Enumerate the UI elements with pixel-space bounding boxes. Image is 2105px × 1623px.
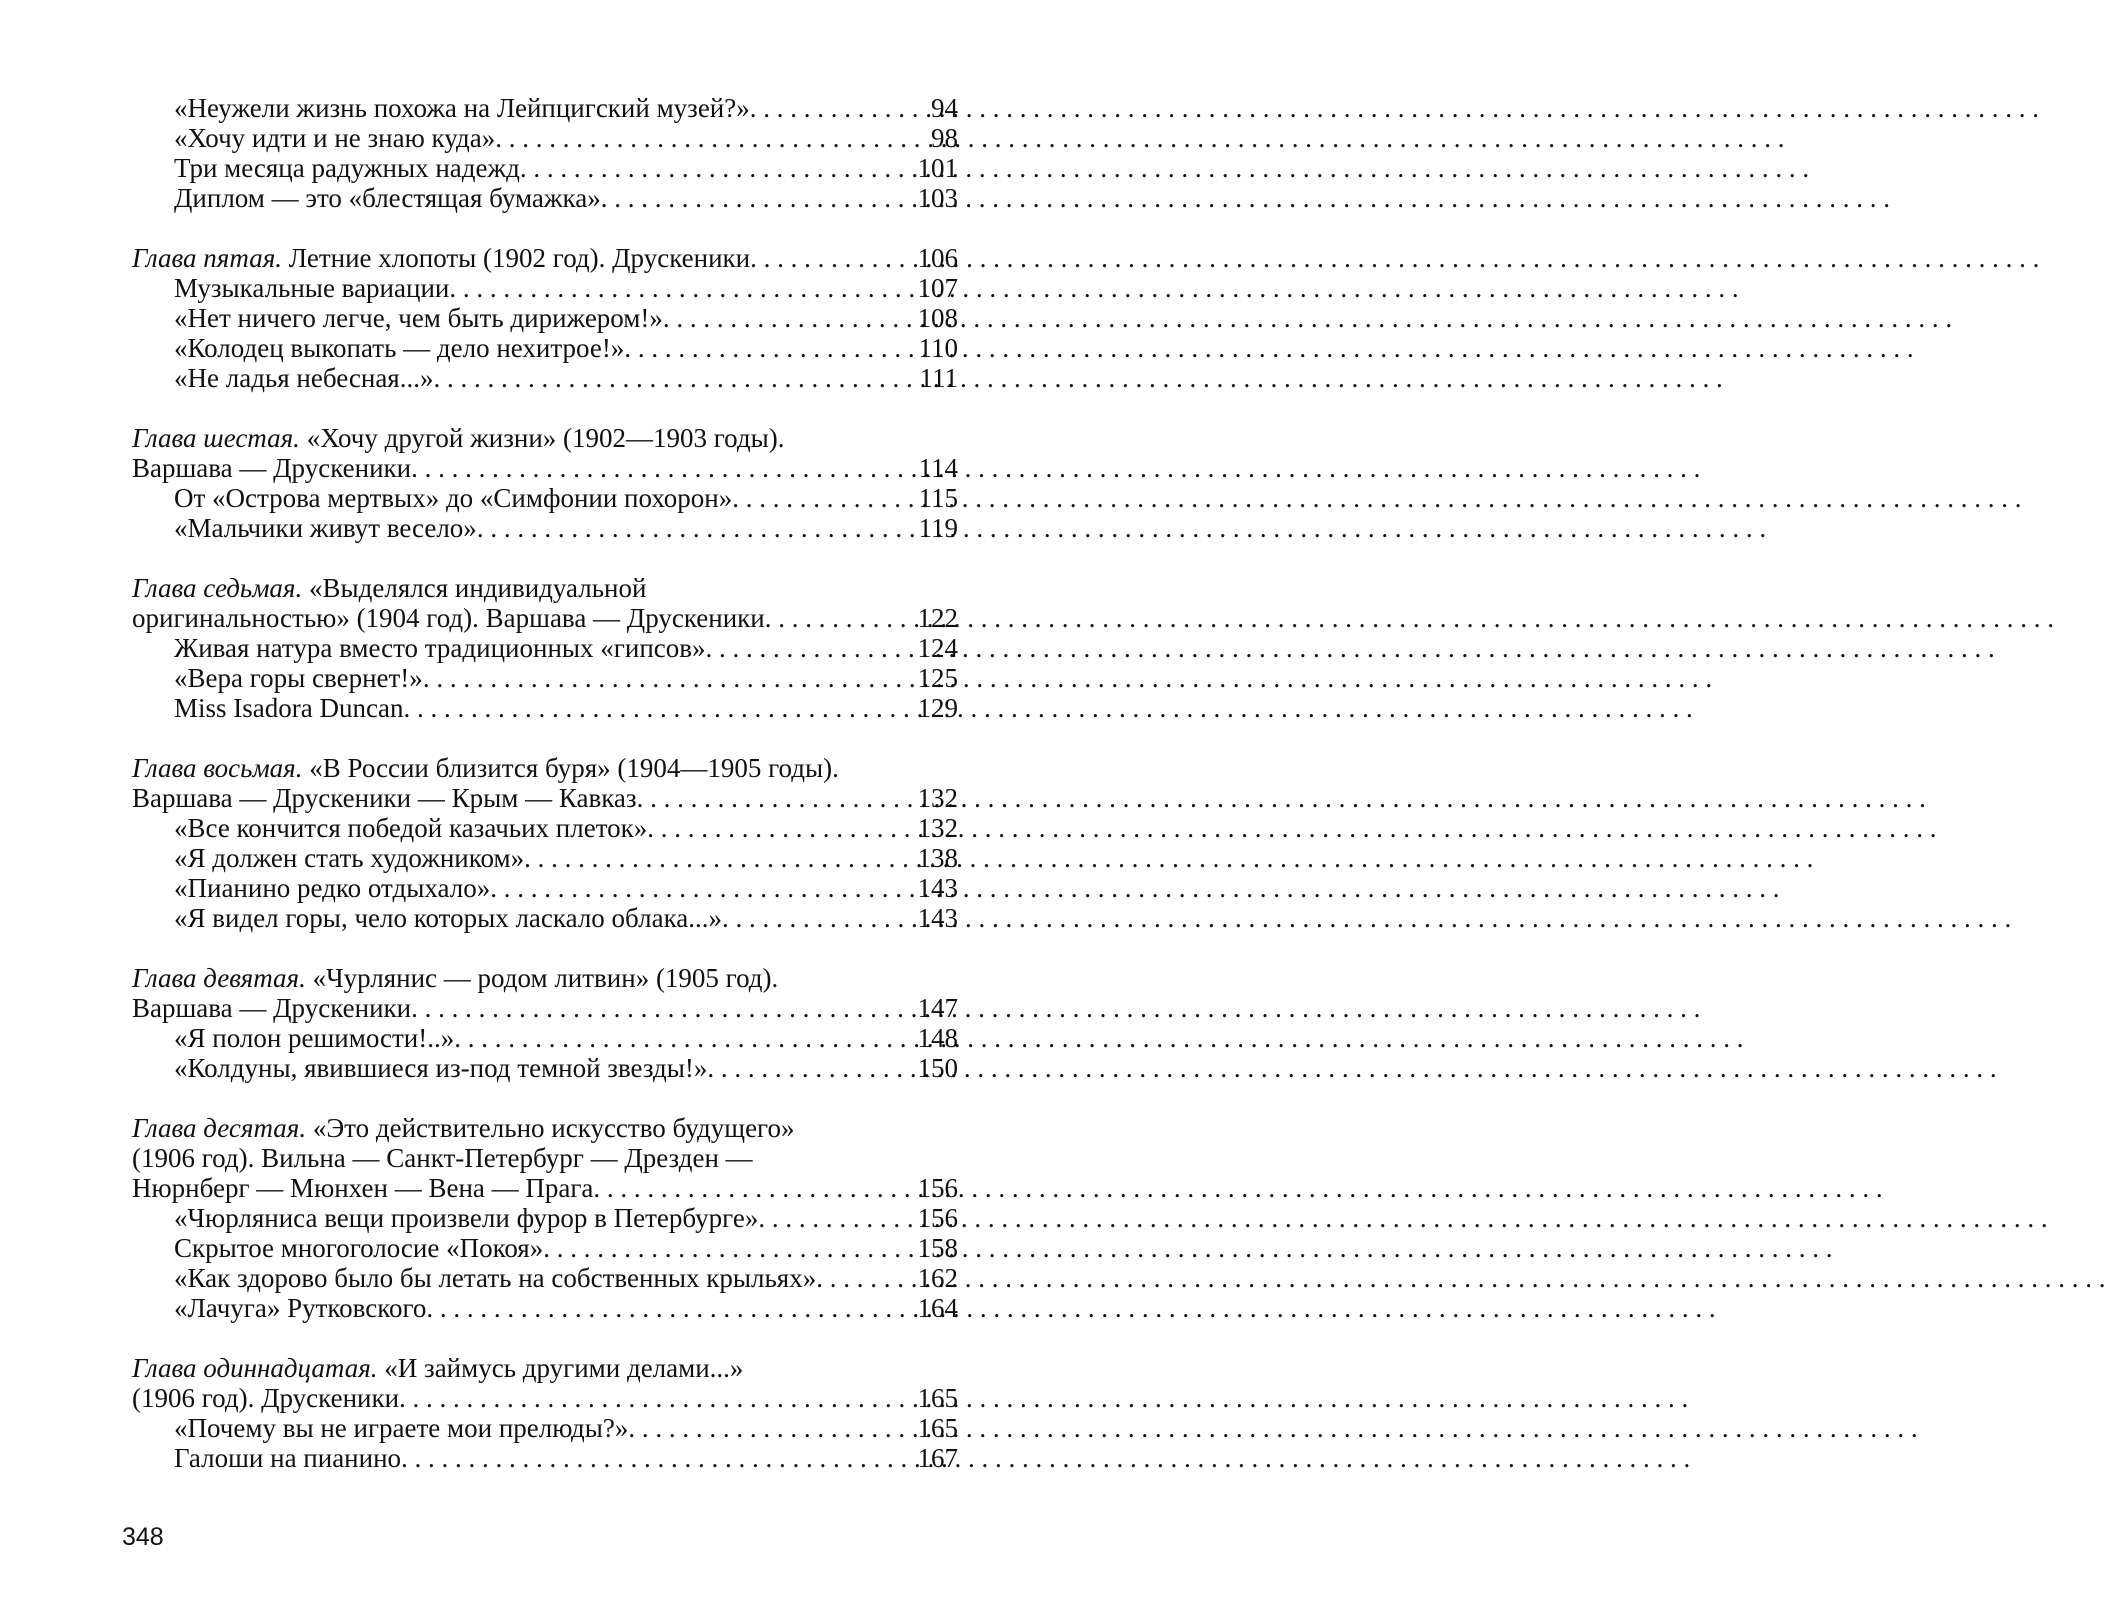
- toc-entry-title: Музыкальные вариации: [174, 273, 450, 303]
- toc-chapter-continuation: [132, 1173, 958, 1203]
- dot-leader: [490, 873, 870, 903]
- toc-entry-title: «Колодец выкопать — дело нехитрое!»: [174, 333, 625, 363]
- dot-leader: [765, 603, 870, 633]
- dot-leader: [707, 1053, 870, 1083]
- toc-page-number: 156: [917, 1173, 958, 1203]
- toc-entry: [132, 363, 958, 393]
- toc-entry: [132, 153, 958, 183]
- dot-leader: [411, 993, 870, 1023]
- chapter-label: Глава десятая.: [132, 1113, 307, 1143]
- toc-entry: [132, 123, 958, 153]
- toc-entry: [132, 273, 958, 303]
- toc-entry: [132, 93, 958, 123]
- toc-page-number: 132: [917, 783, 958, 813]
- dot-leader: [423, 663, 870, 693]
- toc-group-chapter-5: [132, 243, 958, 393]
- toc-entry: [132, 1203, 958, 1233]
- toc-entry-title: «Пианино редко отдыхало»: [174, 873, 491, 903]
- toc-page-number: 132: [917, 813, 958, 843]
- dot-leader: [543, 1233, 870, 1263]
- chapter-title-continued: Варшава — Друскеники: [132, 453, 412, 483]
- toc-entry: [132, 1263, 958, 1293]
- dot-leader: [750, 93, 870, 123]
- dot-leader: [628, 1413, 870, 1443]
- toc-entry: [132, 183, 958, 213]
- chapter-title-continued: (1906 год). Вильна — Санкт-Петербург — Дрезден —: [132, 1143, 753, 1173]
- dot-leader: [477, 513, 870, 543]
- toc-chapter-entry: [132, 1353, 958, 1383]
- chapter-label: Глава пятая.: [132, 243, 282, 273]
- dot-leader: [637, 783, 870, 813]
- toc-entry-title: «Вера горы свернет!»: [174, 663, 423, 693]
- toc-page-number: 165: [917, 1383, 958, 1413]
- dot-leader: [601, 183, 870, 213]
- toc-page-number: 148: [917, 1023, 958, 1053]
- chapter-title-continued: оригинальностью» (1904 год). Варшава — Друскеники: [132, 603, 765, 633]
- toc-entry-title: «Нет ничего легче, чем быть дирижером!»: [174, 303, 663, 333]
- toc-entry-title: «Я должен стать художником»: [174, 843, 525, 873]
- dot-leader: [647, 813, 870, 843]
- toc-entry-title: «Почему вы не играете мои прелюды?»: [174, 1413, 629, 1443]
- dot-leader: [411, 453, 870, 483]
- chapter-title: «В России близится буря» (1904—1905 годы).: [309, 753, 839, 783]
- toc-entry: [132, 1053, 958, 1083]
- toc-page-number: 156: [917, 1203, 958, 1233]
- toc-page-number: 165: [917, 1413, 958, 1443]
- dot-leader: [524, 843, 870, 873]
- toc-entry-title: «Все кончится победой казачьих плеток»: [174, 813, 648, 843]
- toc-page-number: 143: [917, 903, 958, 933]
- chapter-title: Летние хлопоты (1902 год). Друскеники: [288, 243, 751, 273]
- chapter-label: Глава седьмая.: [132, 573, 303, 603]
- toc-group-chapter-8: [132, 753, 958, 933]
- dot-leader: [732, 483, 870, 513]
- dot-leader: [433, 363, 870, 393]
- toc-entry: [132, 663, 958, 693]
- toc-entry: [132, 903, 958, 933]
- toc-page-number: 122: [917, 603, 958, 633]
- toc-page-number: 107: [917, 273, 958, 303]
- toc-chapter-continuation: [132, 603, 958, 633]
- toc-page-number: 119: [918, 513, 958, 543]
- toc-entry-title: «Колдуны, явившиеся из-под темной звезды!»: [174, 1053, 708, 1083]
- toc-group-chapter-6: [132, 423, 958, 543]
- toc-group-chapter-10: [132, 1113, 958, 1323]
- chapter-title-continued: Варшава — Друскеники — Крым — Кавказ: [132, 783, 637, 813]
- dot-leader: [495, 123, 870, 153]
- toc-entry: [132, 303, 958, 333]
- toc-entry-title: «Лачуга» Рутковского: [174, 1293, 427, 1323]
- chapter-title-continued: Варшава — Друскеники: [132, 993, 412, 1023]
- toc-page-number: 158: [917, 1233, 958, 1263]
- toc-group-chapter-11: [132, 1353, 958, 1473]
- toc-page-number: 162: [917, 1263, 958, 1293]
- chapter-title: «Выделялся индивидуальной: [308, 573, 647, 603]
- toc-entry: [132, 513, 958, 543]
- dot-leader: [403, 693, 870, 723]
- toc-entry: [132, 1413, 958, 1443]
- toc-page-number: 114: [918, 453, 958, 483]
- chapter-label: Глава одиннадцатая.: [132, 1353, 378, 1383]
- toc-entry-title: «Неужели жизнь похожа на Лейпцигский музей?»: [174, 93, 750, 123]
- toc-page-number: 94: [931, 93, 958, 123]
- toc-group-chapter-9: [132, 963, 958, 1083]
- toc-chapter-entry: [132, 963, 958, 993]
- toc-page-number: 110: [918, 333, 958, 363]
- toc-page-number: 150: [917, 1053, 958, 1083]
- toc-entry: [132, 633, 958, 663]
- dot-leader: [426, 1293, 870, 1323]
- toc-entry: [132, 1293, 958, 1323]
- dot-leader: [750, 243, 870, 273]
- toc-page-number: 147: [917, 993, 958, 1023]
- toc-group-chapter-4-continued: [132, 93, 958, 213]
- toc-entry: [132, 1443, 958, 1473]
- toc-page-number: 164: [917, 1293, 958, 1323]
- toc-page-number: 129: [917, 693, 958, 723]
- toc-page-number: 124: [917, 633, 958, 663]
- dot-leader: [663, 303, 870, 333]
- dot-leader: [758, 1203, 870, 1233]
- page-number: 348: [122, 1523, 164, 1551]
- toc-entry-title: Три месяца радужных надежд: [174, 153, 520, 183]
- toc-chapter-continuation: [132, 453, 958, 483]
- toc-entry-title: Галоши на пианино: [174, 1443, 402, 1473]
- toc-entry-title: «Я полон решимости!..»: [174, 1023, 455, 1053]
- toc-chapter-entry: [132, 753, 958, 783]
- toc-page-number: 111: [919, 363, 958, 393]
- dot-leader: [454, 1023, 870, 1053]
- toc-page-number: 115: [918, 483, 958, 513]
- toc-entry-title: «Мальчики живут весело»: [174, 513, 477, 543]
- toc-page-number: 106: [917, 243, 958, 273]
- toc-entry: [132, 483, 958, 513]
- chapter-label: Глава шестая.: [132, 423, 300, 453]
- chapter-title: «Чурлянис — родом литвин» (1905 год).: [312, 963, 779, 993]
- toc-entry-title: «Как здорово было бы летать на собственных крыльях»: [174, 1263, 817, 1293]
- chapter-label: Глава девятая.: [132, 963, 306, 993]
- dot-leader: [449, 273, 870, 303]
- toc-entry-title: Miss Isadora Duncan: [174, 693, 404, 723]
- chapter-title: «И займусь другими делами...»: [384, 1353, 744, 1383]
- toc-group-chapter-7: [132, 573, 958, 723]
- toc-chapter-continuation: [132, 993, 958, 1023]
- toc-entry: [132, 1023, 958, 1053]
- dot-leader: [624, 333, 870, 363]
- toc-entry-title: «Чюрляниса вещи произвели фурор в Петербурге»: [174, 1203, 759, 1233]
- chapter-title: «Хочу другой жизни» (1902—1903 годы).: [306, 423, 785, 453]
- toc-entry: [132, 333, 958, 363]
- chapter-title: «Это действительно искусство будущего»: [312, 1113, 795, 1143]
- table-of-contents: [132, 93, 958, 1503]
- toc-chapter-entry: [132, 423, 958, 453]
- toc-entry-title: «Не ладья небесная...»: [174, 363, 434, 393]
- dot-leader: [706, 633, 871, 663]
- toc-chapter-continuation: [132, 1143, 958, 1173]
- chapter-title-continued: (1906 год). Друскеники: [132, 1383, 400, 1413]
- toc-entry-title: Диплом — это «блестящая бумажка»: [174, 183, 601, 213]
- chapter-label: Глава восьмая.: [132, 753, 303, 783]
- dot-leader: [593, 1173, 870, 1203]
- toc-entry: [132, 813, 958, 843]
- toc-chapter-continuation: [132, 783, 958, 813]
- toc-entry-title: От «Острова мертвых» до «Симфонии похорон»: [174, 483, 733, 513]
- toc-page-number: 98: [931, 123, 958, 153]
- book-page: [0, 0, 1000, 1623]
- toc-page-number: 103: [917, 183, 958, 213]
- toc-page-number: 138: [917, 843, 958, 873]
- toc-page-number: 167: [917, 1443, 958, 1473]
- toc-chapter-entry: [132, 573, 958, 603]
- dot-leader: [816, 1263, 870, 1293]
- toc-entry-title: Живая натура вместо традиционных «гипсов»: [174, 633, 706, 663]
- chapter-title-continued: Нюрнберг — Мюнхен — Вена — Прага: [132, 1173, 594, 1203]
- dot-leader: [399, 1383, 870, 1413]
- toc-page-number: 143: [917, 873, 958, 903]
- toc-entry-title: «Я видел горы, чело которых ласкало облака...»: [174, 903, 723, 933]
- toc-chapter-continuation: [132, 1383, 958, 1413]
- dot-leader: [401, 1443, 870, 1473]
- dot-leader: [520, 153, 870, 183]
- toc-entry-title: Скрытое многоголосие «Покоя»: [174, 1233, 544, 1263]
- toc-page-number: 101: [917, 153, 958, 183]
- toc-entry: [132, 843, 958, 873]
- toc-entry-title: «Хочу идти и не знаю куда»: [174, 123, 496, 153]
- toc-chapter-entry: [132, 243, 958, 273]
- toc-entry: [132, 873, 958, 903]
- toc-page-number: 125: [917, 663, 958, 693]
- toc-entry: [132, 1233, 958, 1263]
- toc-chapter-entry: [132, 1113, 958, 1143]
- toc-page-number: 108: [917, 303, 958, 333]
- dot-leader: [722, 903, 870, 933]
- toc-entry: [132, 693, 958, 723]
